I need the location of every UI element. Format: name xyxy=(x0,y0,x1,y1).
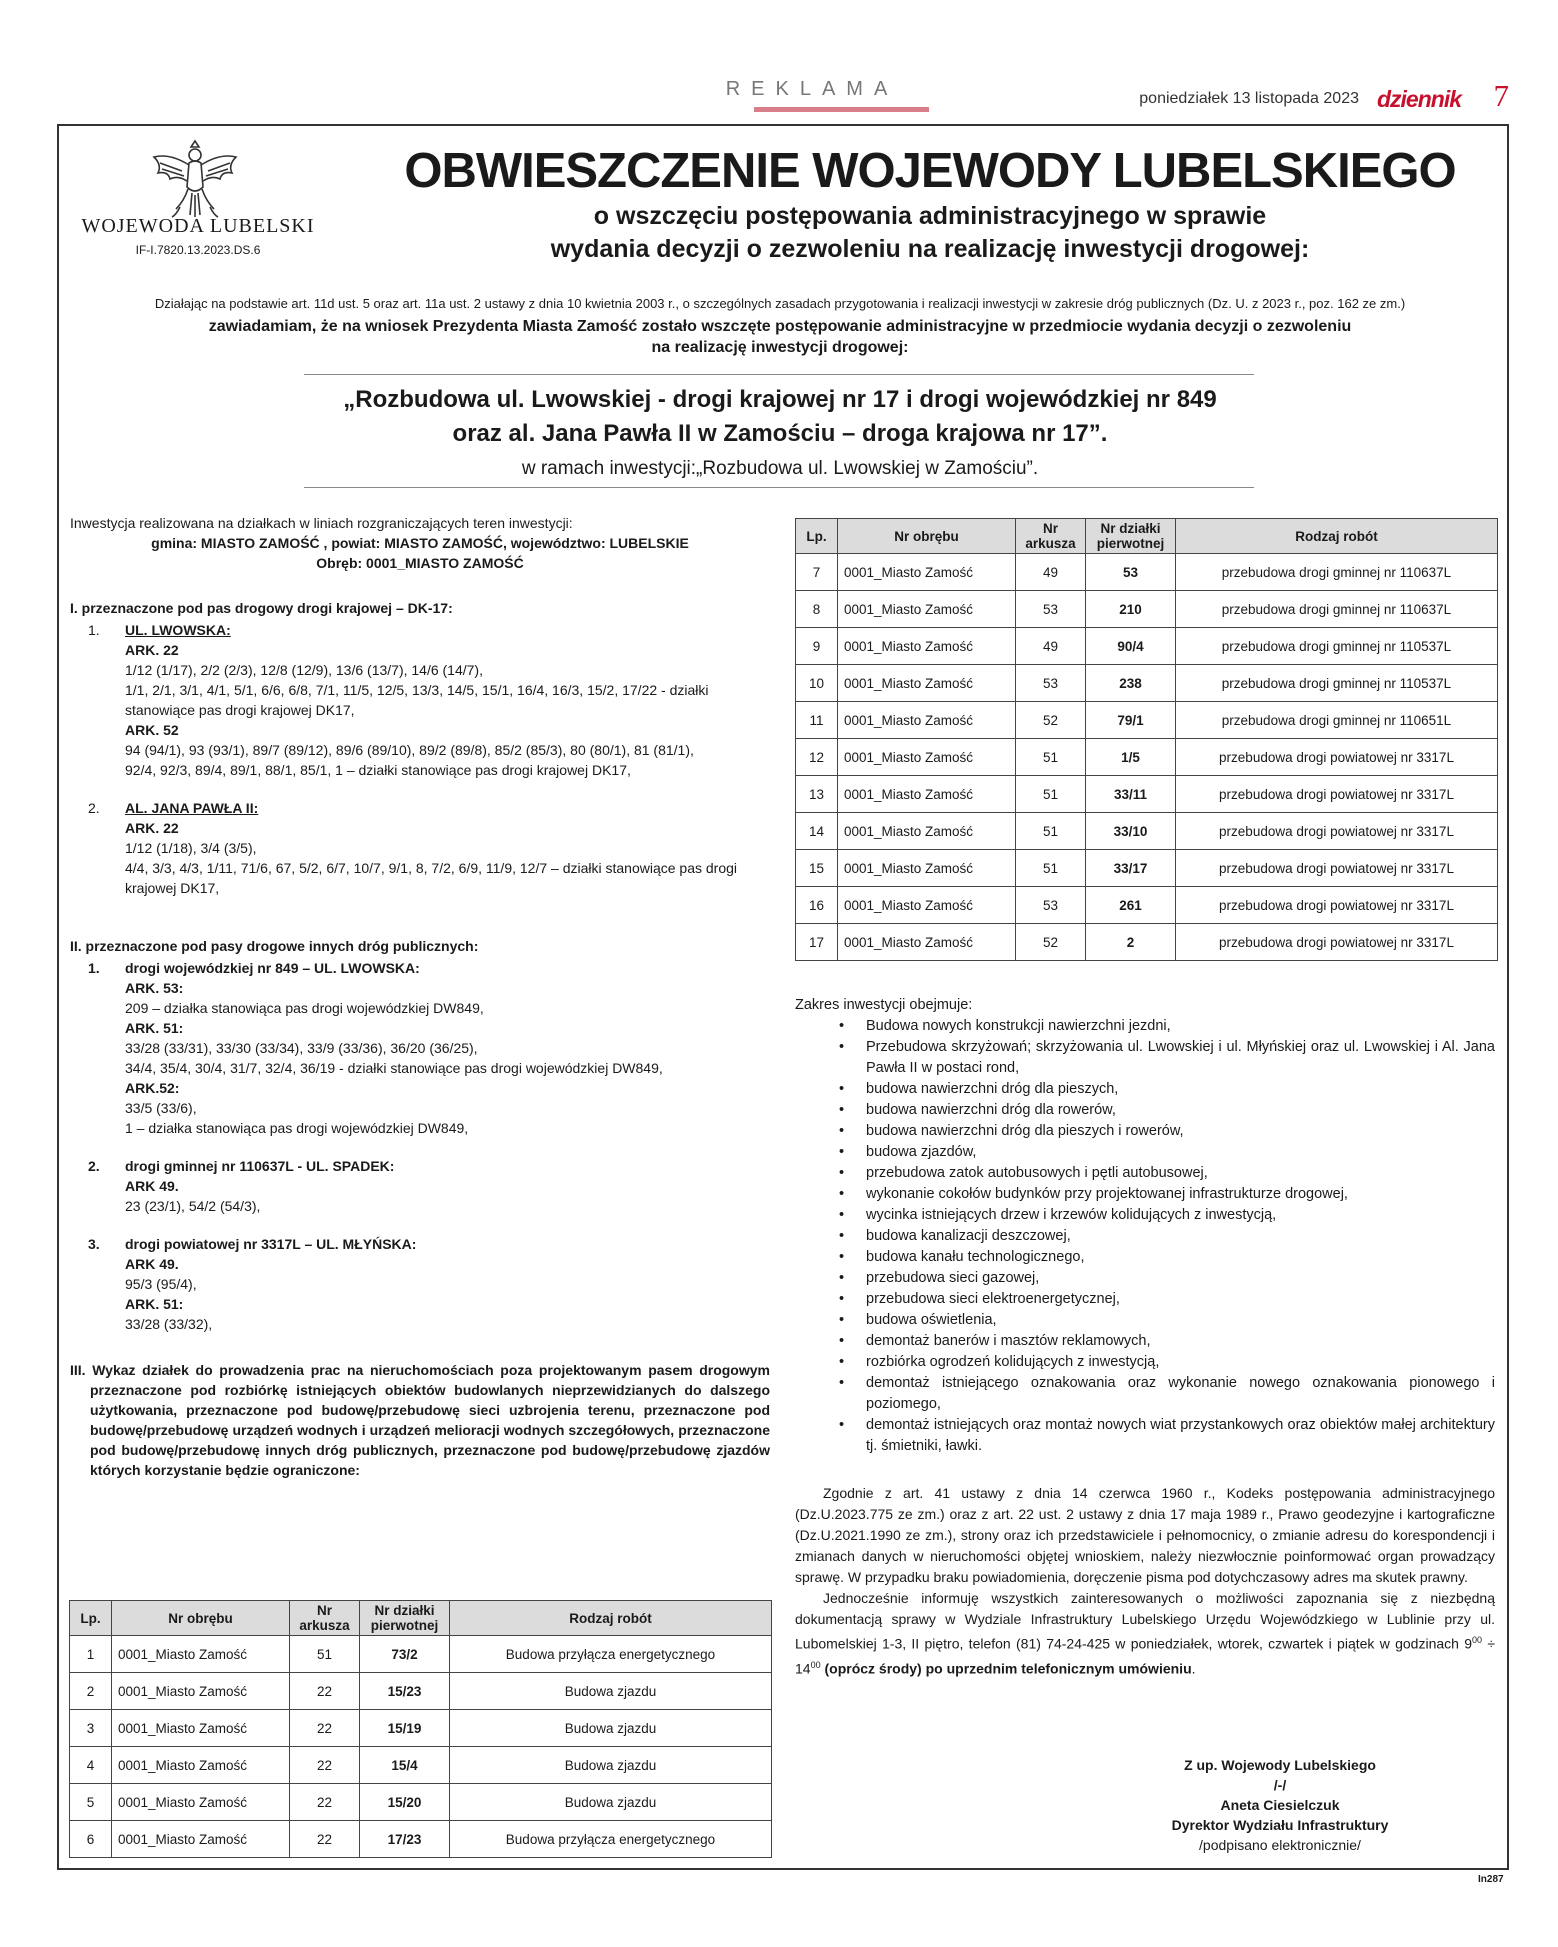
cell-obreb: 0001_Miasto Zamość xyxy=(838,924,1016,961)
cell-ark: 51 xyxy=(1016,739,1086,776)
cell-dz: 2 xyxy=(1086,924,1176,961)
plot-list: 23 (23/1), 54/2 (54/3), xyxy=(125,1198,261,1214)
cell-obreb: 0001_Miasto Zamość xyxy=(838,813,1016,850)
plot-group-name: drogi powiatowej nr 3317L – UL. MŁYŃSKA: xyxy=(125,1236,417,1252)
col-arkusz xyxy=(290,1601,360,1636)
cell-dz: 15/19 xyxy=(360,1710,450,1747)
col-arkusz-line-1: Nr xyxy=(316,1603,332,1618)
divider-bottom xyxy=(304,487,1254,488)
sheet-label: ARK. 51: xyxy=(125,1020,184,1036)
sheet-label: ARK 49. xyxy=(125,1178,179,1194)
scope-item: • przebudowa sieci gazowej, xyxy=(866,1268,1495,1289)
scope-item: • wykonanie cokołów budynków przy projektowanej infrastrukturze drogowej, xyxy=(866,1184,1495,1205)
cell-obreb: 0001_Miasto Zamość xyxy=(112,1673,290,1710)
sheet-label: ARK. 22 xyxy=(125,820,179,836)
subtitle-line-1: o wszczęciu postępowania administracyjnego w sprawie xyxy=(593,202,1267,230)
scope-item: • przebudowa zatok autobusowych i pętli autobusowej, xyxy=(866,1163,1495,1184)
col-lp: Lp. xyxy=(796,519,838,554)
scope-heading: Zakres inwestycji obejmuje: xyxy=(795,997,973,1013)
cell-lp: 15 xyxy=(796,850,838,887)
cell-rodzaj: przebudowa drogi gminnej nr 110651L xyxy=(1176,702,1498,739)
cell-obreb: 0001_Miasto Zamość xyxy=(838,887,1016,924)
table-header-row xyxy=(70,1601,772,1636)
cell-rodzaj: Budowa przyłącza energetycznego xyxy=(450,1636,772,1673)
cell-ark: 51 xyxy=(1016,813,1086,850)
page-header xyxy=(57,78,1509,120)
cell-rodzaj: przebudowa drogi gminnej nr 110637L xyxy=(1176,591,1498,628)
plot-group-name: drogi gminnej nr 110637L - UL. SPADEK: xyxy=(125,1158,395,1174)
right-column xyxy=(795,995,1495,1679)
cell-rodzaj: Budowa zjazdu xyxy=(450,1784,772,1821)
plot-group-number: 1. xyxy=(88,960,100,976)
cell-obreb: 0001_Miasto Zamość xyxy=(838,665,1016,702)
cell-ark: 52 xyxy=(1016,924,1086,961)
cell-lp: 3 xyxy=(70,1710,112,1747)
cell-obreb: 0001_Miasto Zamość xyxy=(838,739,1016,776)
signature-line-1: Z up. Wojewody Lubelskiego xyxy=(1184,1757,1376,1773)
scope-item: • Przebudowa skrzyżowań; skrzyżowania ul. Lwowskiej i ul. Młyńskiej oraz ul. Lwowskiej i Al. Jana Pawła II w postaci rond, xyxy=(866,1037,1495,1079)
section-2-heading: II. przeznaczone pod pasy drogowe innych dróg publicznych: xyxy=(70,938,479,954)
plot-list: 94 (94/1), 93 (93/1), 89/7 (89/12), 89/6 (89/10), 89/2 (89/8), 85/2 (85/3), 80 (80/1), 81 (81/1), xyxy=(125,742,694,758)
cell-rodzaj: Budowa przyłącza energetycznego xyxy=(450,1821,772,1858)
cell-rodzaj: przebudowa drogi powiatowej nr 3317L xyxy=(1176,813,1498,850)
table-row xyxy=(796,665,1498,702)
plot-group-name: UL. LWOWSKA: xyxy=(125,622,231,638)
plot-list: 1 – działka stanowiąca pas drogi wojewódzkiej DW849, xyxy=(125,1120,469,1136)
closing-paragraph-2-end: . xyxy=(1191,1660,1196,1677)
closing-paragraph-2-text: Jednocześnie informuję wszystkich zainteresowanych o możliwości zapoznania się z niezbędną dokumentacją sprawy w Wydziale Infrastruktury Lubelskiego Urzędu Wojewódzkiego w Lublinie przy ul. Lubomelskiej 1-3, II piętro, telefon (81) 74-24-425 w poniedziałek, wtorek, czwartek i piątek w godzinach 9 xyxy=(795,1590,1495,1652)
cell-ark: 49 xyxy=(1016,554,1086,591)
cell-lp: 9 xyxy=(796,628,838,665)
cell-ark: 22 xyxy=(290,1784,360,1821)
divider-top xyxy=(304,374,1254,375)
cell-obreb: 0001_Miasto Zamość xyxy=(838,554,1016,591)
cell-obreb: 0001_Miasto Zamość xyxy=(838,702,1016,739)
cell-rodzaj: Budowa zjazdu xyxy=(450,1710,772,1747)
cell-rodzaj: Budowa zjazdu xyxy=(450,1673,772,1710)
signature-line-2: /-/ xyxy=(1273,1777,1287,1793)
table-row xyxy=(796,850,1498,887)
hour-to-superscript: 00 xyxy=(810,1659,821,1670)
plot-list: 95/3 (95/4), xyxy=(125,1276,197,1292)
signature-name: Aneta Ciesielczuk xyxy=(1220,1797,1340,1813)
table-row xyxy=(796,924,1498,961)
cell-lp: 11 xyxy=(796,702,838,739)
plot-group xyxy=(70,1234,770,1334)
cell-lp: 8 xyxy=(796,591,838,628)
plot-group-name: AL. JANA PAWŁA II: xyxy=(125,800,259,816)
cell-rodzaj: Budowa zjazdu xyxy=(450,1747,772,1784)
col-arkusz-line-1: Nr xyxy=(1042,521,1058,536)
plot-list: 1/12 (1/17), 2/2 (2/3), 12/8 (12/9), 13/6 (13/7), 14/6 (14/7), xyxy=(125,662,483,678)
cell-dz: 79/1 xyxy=(1086,702,1176,739)
plot-list: 1/1, 2/1, 3/1, 4/1, 5/1, 6/6, 6/8, 7/1, 11/5, 12/5, 13/3, 14/5, 15/1, 16/4, 16/3, 15/2, 17/22 - działki stanowiące pas drogi krajowej DK17, xyxy=(125,682,709,718)
cell-rodzaj: przebudowa drogi gminnej nr 110637L xyxy=(1176,554,1498,591)
cell-ark: 22 xyxy=(290,1747,360,1784)
col-obreb: Nr obrębu xyxy=(838,519,1016,554)
col-rodzaj: Rodzaj robót xyxy=(1176,519,1498,554)
cell-dz: 1/5 xyxy=(1086,739,1176,776)
cell-ark: 51 xyxy=(290,1636,360,1673)
cell-ark: 52 xyxy=(1016,702,1086,739)
col-dzialka-line-2: pierwotnej xyxy=(370,1618,439,1633)
table-row xyxy=(70,1673,772,1710)
cell-dz: 15/23 xyxy=(360,1673,450,1710)
cell-ark: 22 xyxy=(290,1710,360,1747)
authority-name: WOJEWODA LUBELSKI xyxy=(81,215,315,237)
scope-item: • demontaż istniejących oraz montaż nowych wiat przystankowych oraz obiektów małej architektury tj. śmietniki, ławki. xyxy=(866,1415,1495,1457)
col-dzialka xyxy=(360,1601,450,1636)
eagle-emblem-icon xyxy=(148,135,242,221)
plot-list: 34/4, 35/4, 30/4, 31/7, 32/4, 36/19 - działki stanowiące pas drogi wojewódzkiej DW849, xyxy=(125,1060,663,1076)
plot-group-number: 2. xyxy=(88,800,100,816)
ad-code: In287 xyxy=(1478,1874,1504,1885)
page-number: 7 xyxy=(1493,78,1509,113)
cell-obreb: 0001_Miasto Zamość xyxy=(112,1747,290,1784)
cell-ark: 53 xyxy=(1016,665,1086,702)
notice-line-2: na realizację inwestycji drogowej: xyxy=(651,339,909,356)
cell-obreb: 0001_Miasto Zamość xyxy=(112,1821,290,1858)
table-row xyxy=(796,887,1498,924)
cell-ark: 22 xyxy=(290,1673,360,1710)
cell-dz: 238 xyxy=(1086,665,1176,702)
cell-obreb: 0001_Miasto Zamość xyxy=(112,1784,290,1821)
table-row xyxy=(796,628,1498,665)
table-header-row xyxy=(796,519,1498,554)
cell-dz: 53 xyxy=(1086,554,1176,591)
cell-rodzaj: przebudowa drogi powiatowej nr 3317L xyxy=(1176,776,1498,813)
section-1-list xyxy=(70,620,770,898)
cell-rodzaj: przebudowa drogi powiatowej nr 3317L xyxy=(1176,850,1498,887)
plot-list: 92/4, 92/3, 89/4, 89/1, 88/1, 85/1, 1 – działki stanowiące pas drogi krajowej DK17, xyxy=(125,762,631,778)
closing-paragraph-2 xyxy=(795,1588,1495,1679)
table-row xyxy=(796,554,1498,591)
col-obreb: Nr obrębu xyxy=(112,1601,290,1636)
table-row xyxy=(70,1784,772,1821)
project-title-line-2: oraz al. Jana Pawła II w Zamościu – droga krajowa nr 17”. xyxy=(452,420,1108,447)
scope-item: • budowa kanału technologicznego, xyxy=(866,1247,1495,1268)
col-lp: Lp. xyxy=(70,1601,112,1636)
cell-dz: 210 xyxy=(1086,591,1176,628)
plot-list: 209 – działka stanowiąca pas drogi wojewódzkiej DW849, xyxy=(125,1000,484,1016)
cell-lp: 2 xyxy=(70,1673,112,1710)
sheet-label: ARK.52: xyxy=(125,1080,180,1096)
scope-item: • budowa nawierzchni dróg dla pieszych i rowerów, xyxy=(866,1121,1495,1142)
col-arkusz-line-2: arkusza xyxy=(1025,536,1076,551)
notice-line-1: zawiadamiam, że na wniosek Prezydenta Miasta Zamość zostało wszczęte postępowanie administracyjne w przedmiocie wydania decyzji o zezwoleniu xyxy=(208,318,1352,335)
plots-table-left xyxy=(69,1600,772,1858)
cell-dz: 261 xyxy=(1086,887,1176,924)
signature-note: /podpisano elektronicznie/ xyxy=(1199,1837,1361,1853)
sheet-label: ARK 49. xyxy=(125,1256,179,1272)
cell-dz: 15/4 xyxy=(360,1747,450,1784)
table-row xyxy=(70,1821,772,1858)
subtitle-line-2: wydania decyzji o zezwoleniu na realizację inwestycji drogowej: xyxy=(550,235,1310,263)
col-arkusz xyxy=(1016,519,1086,554)
table-row xyxy=(796,776,1498,813)
cell-ark: 53 xyxy=(1016,591,1086,628)
cell-lp: 7 xyxy=(796,554,838,591)
cell-obreb: 0001_Miasto Zamość xyxy=(112,1636,290,1673)
cell-dz: 73/2 xyxy=(360,1636,450,1673)
plots-table-right xyxy=(795,518,1498,961)
closing-paragraph-2-bold: (oprócz środy) po uprzednim telefonicznym umówieniu xyxy=(820,1660,1192,1677)
hours-separator: ÷ 14 xyxy=(795,1635,1496,1677)
cell-dz: 33/11 xyxy=(1086,776,1176,813)
table-row xyxy=(70,1636,772,1673)
hour-from-superscript: 00 xyxy=(1472,1635,1483,1645)
left-column xyxy=(70,513,770,1480)
cell-ark: 49 xyxy=(1016,628,1086,665)
cell-lp: 1 xyxy=(70,1636,112,1673)
col-dzialka xyxy=(1086,519,1176,554)
table-row xyxy=(70,1747,772,1784)
col-arkusz-line-2: arkusza xyxy=(299,1618,350,1633)
cell-rodzaj: przebudowa drogi powiatowej nr 3317L xyxy=(1176,739,1498,776)
plot-list: 33/5 (33/6), xyxy=(125,1100,197,1116)
section-label: REKLAMA xyxy=(725,78,899,100)
section-label-underline xyxy=(754,107,929,112)
location-line-1: gmina: MIASTO ZAMOŚĆ , powiat: MIASTO ZAMOŚĆ, województwo: LUBELSKIE xyxy=(151,535,689,551)
cell-dz: 33/17 xyxy=(1086,850,1176,887)
cell-dz: 90/4 xyxy=(1086,628,1176,665)
cell-obreb: 0001_Miasto Zamość xyxy=(838,591,1016,628)
sheet-label: ARK. 52 xyxy=(125,722,179,738)
plot-list: 33/28 (33/31), 33/30 (33/34), 33/9 (33/36), 36/20 (36/25), xyxy=(125,1040,478,1056)
col-dzialka-line-1: Nr działki xyxy=(374,1603,435,1618)
cell-rodzaj: przebudowa drogi powiatowej nr 3317L xyxy=(1176,924,1498,961)
plot-list: 33/28 (33/32), xyxy=(125,1316,213,1332)
plot-group xyxy=(70,958,770,1138)
scope-item: • budowa zjazdów, xyxy=(866,1142,1495,1163)
legal-basis: Działając na podstawie art. 11d ust. 5 oraz art. 11a ust. 2 ustawy z dnia 10 kwietnia 2003 r., o szczególnych zasadach przygotowania i realizacji inwestycji w zakresie dróg publicznych (Dz. U. z 2023 r., poz. 162 ze zm.) xyxy=(154,296,1406,311)
table-row xyxy=(796,702,1498,739)
case-number: IF-I.7820.13.2023.DS.6 xyxy=(135,243,261,257)
cell-lp: 10 xyxy=(796,665,838,702)
scope-item: • rozbiórka ogrodzeń kolidujących z inwestycją, xyxy=(866,1352,1495,1373)
notice-statement xyxy=(70,316,1490,358)
cell-lp: 6 xyxy=(70,1821,112,1858)
project-subtitle: w ramach inwestycji:„Rozbudowa ul. Lwowskiej w Zamościu”. xyxy=(521,458,1039,479)
cell-ark: 22 xyxy=(290,1821,360,1858)
location-intro: Inwestycja realizowana na działkach w liniach rozgraniczających teren inwestycji: xyxy=(70,515,573,531)
cell-lp: 12 xyxy=(796,739,838,776)
table-row xyxy=(796,591,1498,628)
signature-position: Dyrektor Wydziału Infrastruktury xyxy=(1171,1817,1389,1833)
notice-title: OBWIESZCZENIE WOJEWODY LUBELSKIEGO xyxy=(404,144,1456,198)
table-row xyxy=(70,1710,772,1747)
plot-group-number: 2. xyxy=(88,1158,100,1174)
plot-group-number: 1. xyxy=(88,622,100,638)
cell-lp: 5 xyxy=(70,1784,112,1821)
col-dzialka-line-1: Nr działki xyxy=(1100,521,1161,536)
col-dzialka-line-2: pierwotnej xyxy=(1096,536,1165,551)
cell-lp: 4 xyxy=(70,1747,112,1784)
scope-list xyxy=(795,1016,1495,1457)
cell-dz: 17/23 xyxy=(360,1821,450,1858)
sheet-label: ARK. 51: xyxy=(125,1296,184,1312)
project-title-line-1: „Rozbudowa ul. Lwowskiej - drogi krajowej nr 17 i drogi wojewódzkiej nr 849 xyxy=(343,386,1217,413)
cell-ark: 51 xyxy=(1016,850,1086,887)
sheet-label: ARK. 22 xyxy=(125,642,179,658)
cell-obreb: 0001_Miasto Zamość xyxy=(112,1710,290,1747)
cell-obreb: 0001_Miasto Zamość xyxy=(838,776,1016,813)
scope-item: • budowa kanalizacji deszczowej, xyxy=(866,1226,1495,1247)
table-row xyxy=(796,813,1498,850)
cell-ark: 51 xyxy=(1016,776,1086,813)
cell-rodzaj: przebudowa drogi gminnej nr 110537L xyxy=(1176,665,1498,702)
scope-item: • demontaż banerów i masztów reklamowych, xyxy=(866,1331,1495,1352)
project-title xyxy=(230,383,1330,451)
plot-group xyxy=(70,620,770,780)
scope-item: • budowa oświetlenia, xyxy=(866,1310,1495,1331)
notice-subtitle xyxy=(380,200,1480,266)
scope-item: • budowa nawierzchni dróg dla pieszych, xyxy=(866,1079,1495,1100)
plot-group-name: drogi wojewódzkiej nr 849 – UL. LWOWSKA: xyxy=(125,960,420,976)
newspaper-logo: dziennik xyxy=(1376,86,1461,112)
scope-item: • Budowa nowych konstrukcji nawierzchni jezdni, xyxy=(866,1016,1495,1037)
sheet-label: ARK. 53: xyxy=(125,980,184,996)
col-rodzaj: Rodzaj robót xyxy=(450,1601,772,1636)
plot-group xyxy=(70,798,770,898)
section-2-list xyxy=(70,958,770,1334)
cell-obreb: 0001_Miasto Zamość xyxy=(838,628,1016,665)
closing-paragraph-1: Zgodnie z art. 41 ustawy z dnia 14 czerwca 1960 r., Kodeks postępowania administracyjnego (Dz.U.2023.775 ze zm.) oraz z art. 22 ust. 2 ustawy z dnia 17 maja 1989 r., Prawo geodezyjne i kartograficzne (Dz.U.2021.1990 ze zm.), strony oraz ich przedstawiciele i pełnomocnicy, o zmianie adresu do korespondencji i zmianach danych w nieruchomości objętej wnioskiem, należy niezwłocznie poinformować organ prowadzący sprawę. W przypadku braku powiadomienia, doręczenie pisma pod dotychczasowy adres ma skutek prawny. xyxy=(795,1485,1495,1585)
scope-item: • budowa nawierzchni dróg dla rowerów, xyxy=(866,1100,1495,1121)
signature-block xyxy=(1140,1755,1420,1855)
scope-item: • wycinka istniejących drzew i krzewów kolidujących z inwestycją, xyxy=(866,1205,1495,1226)
cell-lp: 14 xyxy=(796,813,838,850)
plot-list: 1/12 (1/18), 3/4 (3/5), xyxy=(125,840,257,856)
cell-lp: 13 xyxy=(796,776,838,813)
section-3-heading: III. Wykaz działek do prowadzenia prac na nieruchomościach poza projektowanym pasem drogowym przeznaczone pod rozbiórkę istniejących obiektów budowlanych nieprzewidzianych do dalszego użytkowania, przeznaczone pod budowę/przebudowę sieci uzbrojenia terenu, przeznaczone pod budowę/przebudowę urządzeń wodnych i urządzeń melioracji wodnych szczegółowych, przeznaczone pod budowę/przebudowę innych dróg publicznych, przeznaczone pod budowę/przebudowę zjazdów których korzystanie będzie ograniczone: xyxy=(70,1362,770,1478)
cell-rodzaj: przebudowa drogi gminnej nr 110537L xyxy=(1176,628,1498,665)
scope-item: • przebudowa sieci elektroenergetycznej, xyxy=(866,1289,1495,1310)
cell-ark: 53 xyxy=(1016,887,1086,924)
plot-group-number: 3. xyxy=(88,1236,100,1252)
plot-group xyxy=(70,1156,770,1216)
issue-date: poniedziałek 13 listopada 2023 xyxy=(1139,90,1359,107)
location-line-2: Obręb: 0001_MIASTO ZAMOŚĆ xyxy=(316,555,524,571)
cell-lp: 16 xyxy=(796,887,838,924)
cell-rodzaj: przebudowa drogi powiatowej nr 3317L xyxy=(1176,887,1498,924)
plot-list: 4/4, 3/3, 4/3, 1/11, 71/6, 67, 5/2, 6/7, 10/7, 9/1, 8, 7/2, 6/9, 11/9, 12/7 – działki stanowiące pas drogi krajowej DK17, xyxy=(125,860,738,896)
cell-obreb: 0001_Miasto Zamość xyxy=(838,850,1016,887)
table-row xyxy=(796,739,1498,776)
cell-dz: 33/10 xyxy=(1086,813,1176,850)
scope-item: • demontaż istniejącego oznakowania oraz wykonanie nowego oznakowania pionowego i poziomego, xyxy=(866,1373,1495,1415)
cell-lp: 17 xyxy=(796,924,838,961)
section-1-heading: I. przeznaczone pod pas drogowy drogi krajowej – DK-17: xyxy=(70,600,453,616)
cell-dz: 15/20 xyxy=(360,1784,450,1821)
